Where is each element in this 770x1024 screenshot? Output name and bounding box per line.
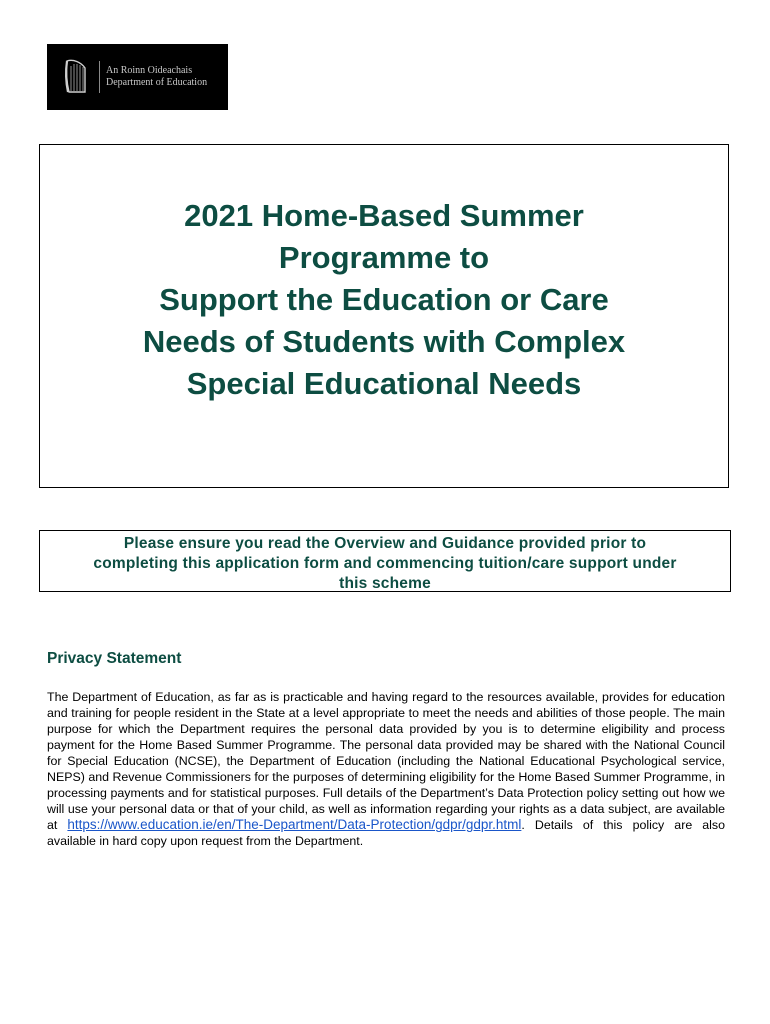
title-line: Programme to — [278, 240, 490, 275]
title-box — [39, 144, 729, 488]
logo-text — [106, 65, 207, 89]
title-line: Special Educational Needs — [186, 366, 582, 401]
notice-line: this scheme — [339, 575, 431, 592]
title-line: Support the Education or Care — [159, 282, 609, 317]
logo-divider — [99, 61, 100, 93]
document-title — [40, 195, 728, 405]
notice-line: Please ensure you read the Overview and Guidance provided prior to — [123, 535, 647, 552]
logo-line-irish: An Roinn Oideachais — [106, 65, 193, 76]
title-line: Needs of Students with Complex — [142, 324, 626, 359]
department-logo — [47, 44, 228, 110]
privacy-text: The Department of Education, as far as is practicable and having regard to the resources available, provides for education and training for people resident in the State at a level appropriate to meet the needs and abilities of those people. The main purpose for which the Department requires the personal data provided by you is to determine eligibility and process payment for the Home Based Summer Programme. The personal data provided may be shared with the National Council for Special Education (NCSE), the Department of Education (including the National Educational Psychological service, NEPS) and Revenue Commissioners for the purposes of determining eligibility for the Home Based Summer Programme, in processing payments and for statistical purposes. Full details of the Department’s Data Protection policy setting out how we will use your personal data or that of your child, as well as information regarding your rights as a data subject, are available at — [47, 690, 725, 832]
guidance-notice — [40, 531, 730, 594]
title-line: 2021 Home-Based Summer — [184, 198, 584, 233]
privacy-statement — [47, 689, 725, 849]
notice-box — [39, 530, 731, 592]
privacy-text-end: . Details of this policy are also available in hard copy upon request from the Department. — [47, 818, 726, 848]
privacy-heading: Privacy Statement — [47, 650, 182, 667]
data-protection-link[interactable]: https://www.education.ie/en/The-Department/Data-Protection/gdpr/gdpr.html — [67, 817, 522, 832]
logo-line-english: Department of Education — [106, 77, 208, 88]
harp-icon — [63, 58, 89, 96]
notice-line: completing this application form and commencing tuition/care support under — [93, 555, 677, 572]
